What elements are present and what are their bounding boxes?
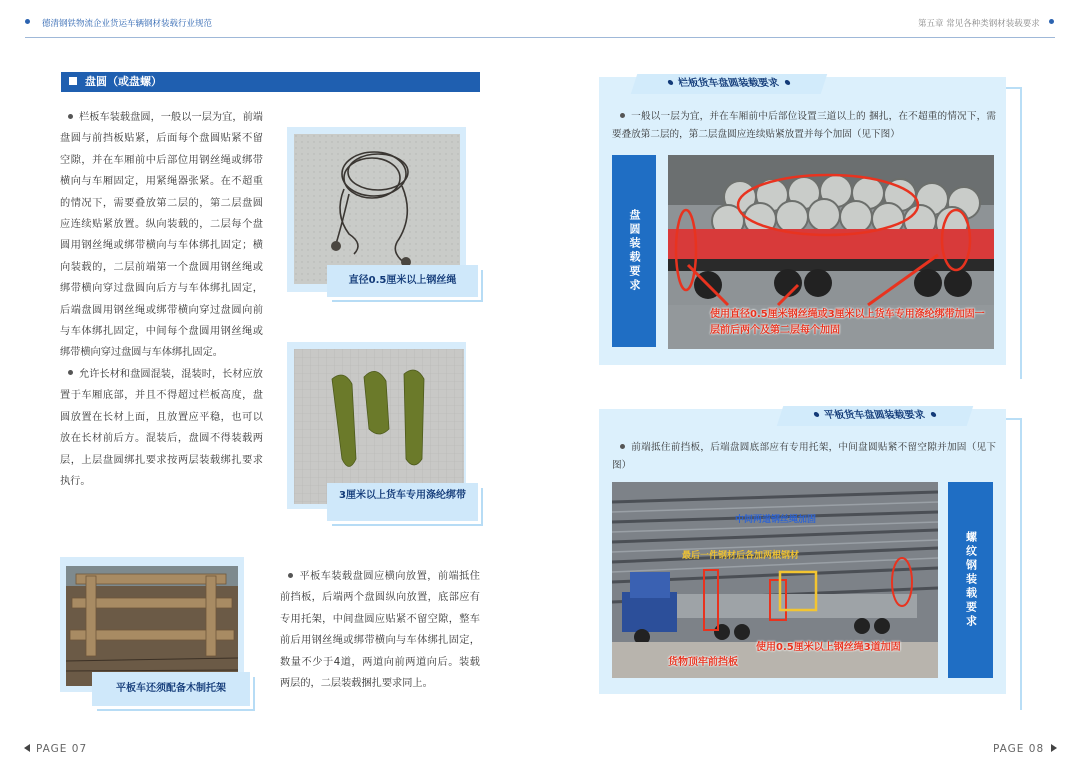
square-icon <box>69 77 77 85</box>
panel2-note-mid: 最后一件钢材后各加两根钢材 <box>682 551 800 561</box>
bullet-icon <box>620 444 625 449</box>
header-dot-right <box>1049 19 1054 24</box>
panel1-vertical-label: 盘圆装载要求 <box>612 155 656 347</box>
strap-caption: 3厘米以上货车专用涤纶绑带 <box>327 483 478 521</box>
bullet-icon <box>68 370 73 375</box>
paragraph-3: 平板车装载盘圆应横向放置，前端抵住前挡板，后端两个盘圆纵向放置，底部应有专用托架，中间盘圆应贴紧不留空隙，整车前后用钢丝绳或绑带横向与车体绑扎固定，数量不少于4道，两道向前两道向后。装载两层的，二层装载捆扎要求同上。 <box>280 571 480 690</box>
bullet-icon <box>930 412 937 417</box>
section-title-bar <box>61 72 480 92</box>
panel2-text-block <box>612 439 996 475</box>
panel1-tag <box>631 74 827 94</box>
bullet-icon <box>667 80 674 85</box>
bullet-icon <box>784 80 791 85</box>
page-number-right: PAGE 08 <box>993 743 1045 755</box>
panel1-photo-note: 使用直径0.5厘米钢丝绳或3厘米以上货车专用涤纶绑带加固一层前后两个及第二层每个加固 <box>710 309 985 336</box>
panel2-note-top: 中间两道钢丝绳加固 <box>735 515 817 525</box>
bullet-icon <box>813 412 820 417</box>
panel1-tag-text: 栏板货车盘圆装载要求 <box>677 78 781 89</box>
wood-frame-caption: 平板车还须配备木制托架 <box>92 672 250 706</box>
bullet-icon <box>68 114 73 119</box>
panel1-text-block <box>612 108 996 144</box>
wire-rope-caption: 直径0.5厘米以上钢丝绳 <box>327 265 478 297</box>
paragraph-3-block <box>280 566 480 694</box>
header-left-title: 德清钢铁物流企业货运车辆钢材装载行业规范 <box>42 19 213 29</box>
next-page-icon[interactable] <box>1051 744 1057 752</box>
header-rule <box>25 37 1055 38</box>
panel2-vertical-label: 螺纹钢装载要求 <box>948 482 993 678</box>
section-title: 盘圆（或盘螺） <box>85 75 162 88</box>
strap-photo <box>294 349 464 504</box>
wire-rope-photo <box>294 134 460 284</box>
bullet-icon <box>620 113 625 118</box>
bullet-icon <box>288 573 293 578</box>
panel2-tag-text: 平板货车盘圆装载要求 <box>823 410 927 421</box>
paragraph-1: 栏板车装载盘圆，一般以一层为宜，前端盘圆与前挡板贴紧，后面每个盘圆贴紧不留空隙，并在车厢前中后部位用钢丝绳或绑带横向与车厢固定，用紧绳器张紧。在不超重的情况下，需要叠放第二层的，第二层盘圆应连续贴紧放置。纵向装载的，二层每个盘圆用钢丝绳或绑带横向与车体绑扎固定；横向装载的，二层前端第一个盘圆用钢丝绳或绑带横向穿过盘圆向后方与车体绑扎固定，后端盘圆用钢丝绳或绑带横向穿过盘圆向前与车体绑扎固定，中间每个盘圆用钢丝绳或绑带横向穿过盘圆与车体绑扎固定。 <box>60 112 263 359</box>
panel1-text: 一般以一层为宜，并在车厢前中后部位设置三道以上的 捆扎，在不超重的情况下，需要叠放第二层的，第二层盘圆应连续贴紧放置并每个加固（见下图） <box>612 111 996 140</box>
panel2-text: 前端抵住前挡板，后端盘圆底部应有专用托架，中间盘圆贴紧不留空隙并加固（见下图） <box>612 442 996 471</box>
left-text-block <box>60 107 263 492</box>
header-right-title: 第五章 常见各种类钢材装载要求 <box>918 19 1040 29</box>
wood-frame-photo <box>66 566 238 686</box>
panel2-note-bottom-left: 货物顶牢前挡板 <box>668 657 738 668</box>
panel2-tag <box>777 406 973 426</box>
page-number-left: PAGE 07 <box>36 743 88 755</box>
prev-page-icon[interactable] <box>24 744 30 752</box>
header-dot-left <box>25 19 30 24</box>
panel2-note-bottom-right: 使用0.5厘米以上钢丝绳3道加固 <box>756 642 901 653</box>
paragraph-2: 允许长材和盘圆混装，混装时，长材应放置于车厢底部，并且不得超过栏板高度，盘圆放置在长材上面，且放置应平稳，也可以放在长材前后方。混装后，盘圆不得装载两层，上层盘圆绑扎要求按两层装载绑扎要求执行。 <box>60 368 263 487</box>
